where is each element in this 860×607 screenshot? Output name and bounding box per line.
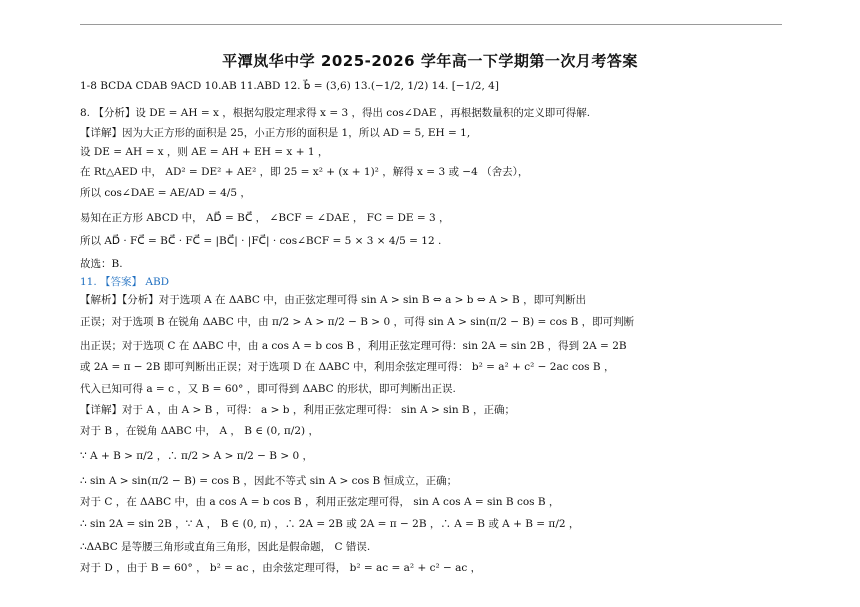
q11-detail-d1: 对于 D ，由于 B = 60° ， b² = ac ，由余弦定理可得， b² = ac = a² + c² − ac ， [80,562,482,574]
q11-detail-c3: ∴ΔABC 是等腰三角形或直角三角形，因此是假命题， C 错误. [80,541,371,553]
q11-analysis-5: 代入已知可得 a = c ，又 B = 60° ，即可得到 ΔABC 的形状，即可判断出正误. [80,383,456,395]
q11-answer: 11. 【答案】 ABD [80,276,170,288]
header-rule [80,24,782,25]
q11-analysis-4: 或 2A = π − 2B 即可判断出正误；对于选项 D 在 ΔABC 中，利用余弦定理可得： b² = a² + c² − 2ac cos B ， [80,361,615,373]
q8-detail-6: 所以 AD⃗ · FC⃗ = BC⃗ · FC⃗ = |BC⃗| · |FC⃗| · cos∠BCF = 5 × 3 × 4/5 = 12 . [80,235,442,247]
q8-conclusion: 故选：B. [80,258,123,270]
q8-detail-2: 设 DE = AH = x ，则 AE = AH + EH = x + 1 ， [80,146,329,158]
q11-analysis-3: 出正误；对于选项 C 在 ΔABC 中，由 a cos A = b cos B ，利用正弦定理可得：sin 2A = sin 2B ，得到 2A = 2B [80,340,627,352]
q8-detail-1: 【详解】因为大正方形的面积是 25，小正方形的面积是 1，所以 AD = 5, EH = 1, [80,127,471,139]
answer-key-line: 1-8 BCDA CDAB 9ACD 10.AB 11.ABD 12. b⃗ = (3,6) 13.(−1/2, 1/2) 14. [−1/2, 4] [80,80,499,92]
q11-analysis-1: 【解析】【分析】对于选项 A 在 ΔABC 中，由正弦定理可得 sin A > sin B ⇔ a > b ⇔ A > B ，即可判断出 [80,294,587,306]
q8-analysis: 8. 【分析】设 DE = AH = x ，根据勾股定理求得 x = 3 ，得出 cos∠DAE ，再根据数量积的定义即可得解. [80,107,591,119]
q11-analysis-2: 正误；对于选项 B 在锐角 ΔABC 中，由 π/2 > A > π/2 − B > 0 ，可得 sin A > sin(π/2 − B) = cos B ，即可判断 [80,316,635,328]
q8-detail-3: 在 Rt△AED 中， AD² = DE² + AE² ，即 25 = x² + (x + 1)² ，解得 x = 3 或 −4 （舍去）， [80,166,529,178]
q11-detail-b2: ∵ A + B > π/2 ，∴ π/2 > A > π/2 − B > 0 ， [80,450,314,462]
q11-detail-c1: 对于 C ，在 ΔABC 中，由 a cos A = b cos B ，利用正弦定理可得， sin A cos A = sin B cos B ， [80,496,560,508]
page-title: 平潭岚华中学 2025-2026 学年高一下学期第一次月考答案 [222,52,638,70]
q11-detail-a: 【详解】对于 A ，由 A > B ，可得： a > b ，利用正弦定理可得： sin A > sin B ，正确； [80,404,515,416]
q8-detail-5: 易知在正方形 ABCD 中， AD⃗ = BC⃗ ， ∠BCF = ∠DAE ， FC = DE = 3 ， [80,212,450,224]
q11-detail-b3: ∴ sin A > sin(π/2 − B) = cos B ，因此不等式 sin A > cos B 恒成立，正确； [80,475,458,487]
q11-detail-c2: ∴ sin 2A = sin 2B ，∵ A ， B ∈ (0, π) ，∴ 2A = 2B 或 2A = π − 2B ，∴ A = B 或 A + B = π/2 ， [80,518,580,530]
q8-detail-4: 所以 cos∠DAE = AE/AD = 4/5 ， [80,187,251,199]
q11-detail-b1: 对于 B ，在锐角 ΔABC 中， A ， B ∈ (0, π/2) ， [80,425,319,437]
